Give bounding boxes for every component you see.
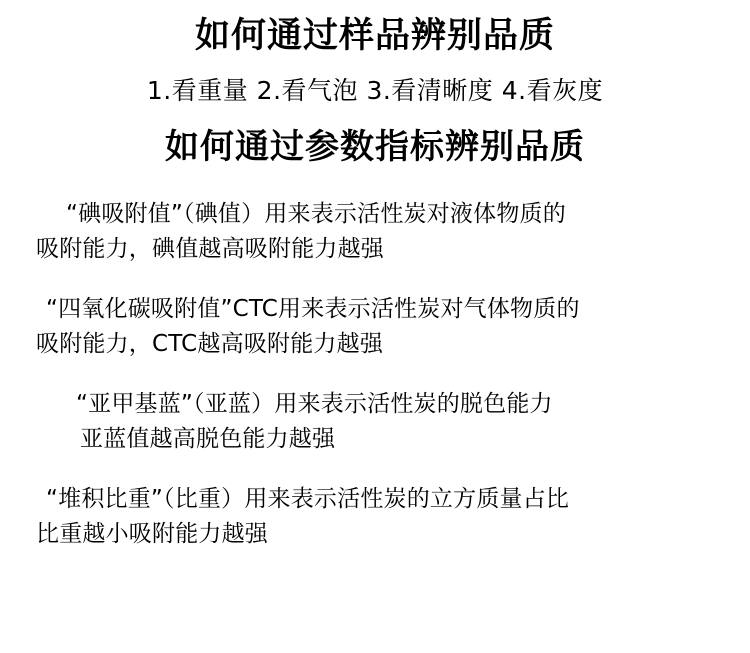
paragraph-line: “亚甲基蓝”（亚蓝）用来表示活性炭的脱色能力 xyxy=(76,391,553,418)
sample-quality-points: 1.看重量 2.看气泡 3.看清晰度 4.看灰度 xyxy=(146,76,604,106)
paragraph-iodine-value xyxy=(18,197,732,266)
paragraph-line: 比重越小吸附能力越强 xyxy=(36,520,268,547)
paragraph-line: “堆积比重”（比重）用来表示活性炭的立方质量占比 xyxy=(46,486,570,513)
paragraph-line: 吸附能力，碘值越高吸附能力越强 xyxy=(36,235,384,262)
document-page xyxy=(0,16,750,653)
paragraph-ctc-value xyxy=(18,292,732,361)
paragraph-line: 亚蓝值越高脱色能力越强 xyxy=(80,425,336,452)
paragraph-bulk-density xyxy=(18,482,732,551)
page-title-parameter-quality: 如何通过参数指标辨别品质 xyxy=(165,127,585,168)
page-title-sample-quality: 如何通过样品辨别品质 xyxy=(194,16,555,56)
paragraph-methylene-blue xyxy=(18,387,732,456)
paragraph-line: 吸附能力，CTC越高吸附能力越强 xyxy=(36,330,384,357)
paragraph-line: “四氧化碳吸附值”CTC用来表示活性炭对气体物质的 xyxy=(46,296,580,323)
paragraph-line: “碘吸附值”（碘值）用来表示活性炭对液体物质的 xyxy=(66,201,566,228)
